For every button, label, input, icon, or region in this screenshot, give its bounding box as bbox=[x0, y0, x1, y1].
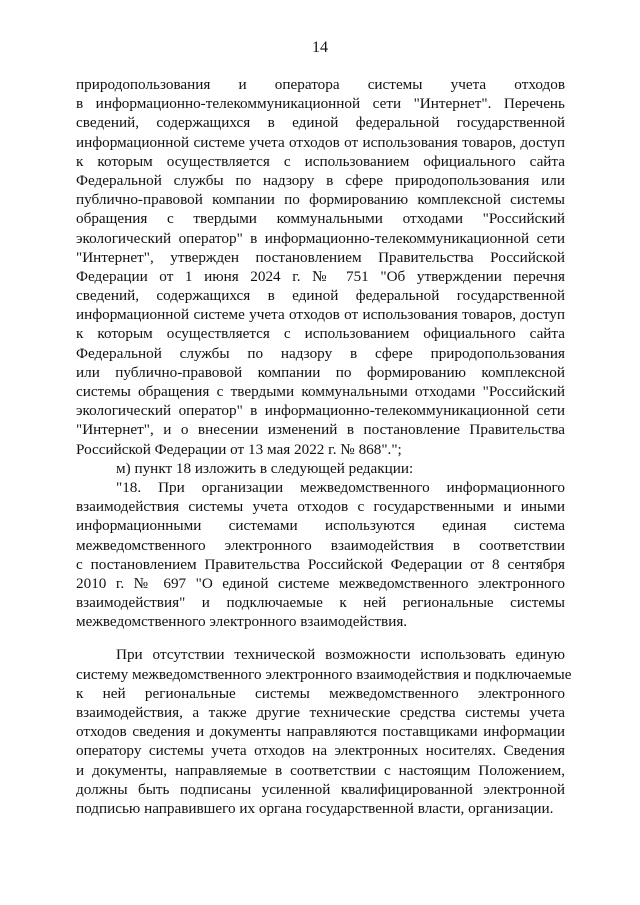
text-line: систему межведомственного электронного взаимодействия и подключаемые bbox=[76, 665, 572, 683]
text-line: Федерации от 1 июня 2024 г. № 751 "Об утверждении перечня bbox=[76, 267, 565, 285]
document-body bbox=[76, 75, 572, 818]
text-line: с постановлением Правительства Российской Федерации от 8 сентября bbox=[76, 555, 565, 573]
text-line: межведомственного электронного взаимодействия в соответствии bbox=[76, 536, 565, 554]
text-line: информационными системами используются единая система bbox=[76, 517, 565, 535]
text-line: должны быть подписаны усиленной квалифицированной электронной bbox=[76, 780, 565, 798]
page-number: 14 bbox=[312, 39, 328, 56]
text-line: "18. При организации межведомственного информационного bbox=[116, 478, 565, 496]
text-line: 2010 г. № 697 "О единой системе межведомственного электронного bbox=[76, 574, 565, 592]
text-line: взаимодействия" и подключаемые к ней региональные системы bbox=[76, 594, 565, 612]
text-line: информационной системе учета отходов от использования товаров, доступ bbox=[76, 133, 565, 151]
text-line: Российской Федерации от 13 мая 2022 г. № 868"."; bbox=[76, 440, 402, 458]
text-line: в информационно-телекоммуникационной сети "Интернет". Перечень bbox=[76, 95, 565, 113]
text-line: и документы, направляемые в соответствии с настоящим Положением, bbox=[76, 761, 565, 779]
text-line: природопользования и оператора системы учета отходов bbox=[76, 76, 565, 93]
text-line: оператору системы учета отходов на электронных носителях. Сведения bbox=[76, 742, 565, 760]
text-line: экологический оператор" в информационно-телекоммуникационной сети bbox=[76, 402, 565, 420]
text-line: Федеральной службы по надзору в сфере природопользования bbox=[76, 344, 565, 362]
text-line: взаимодействия системы учета отходов с государственными и иными bbox=[76, 498, 565, 516]
paragraph bbox=[76, 645, 572, 818]
text-line: к которым осуществляется с использованием официального сайта bbox=[76, 325, 565, 343]
text-line: публично-правовой компании по формированию комплексной системы bbox=[76, 191, 565, 209]
text-line: информационной системе учета отходов от использования товаров, доступ bbox=[76, 306, 565, 324]
text-line: обращения с твердыми коммунальными отходами "Российский bbox=[76, 210, 565, 228]
paragraph bbox=[76, 75, 565, 459]
paragraph-gap bbox=[76, 631, 565, 645]
text-line: м) пункт 18 изложить в следующей редакции: bbox=[116, 459, 414, 477]
text-line: к ней региональные системы межведомственного электронного bbox=[76, 684, 565, 702]
text-line: "Интернет", утвержден постановлением Правительства Российской bbox=[76, 248, 565, 266]
text-line: взаимодействия, а также другие технические средства системы учета bbox=[76, 704, 565, 721]
text-line: межведомственного электронного взаимодействия. bbox=[76, 613, 408, 631]
text-line: подписью направившего их органа государственной власти, организации. bbox=[76, 799, 554, 817]
text-line: или публично-правовой компании по формированию комплексной bbox=[76, 363, 565, 381]
text-line: к которым осуществляется с использованием официального сайта bbox=[76, 152, 565, 170]
text-line: При отсутствии технической возможности использовать единую bbox=[116, 646, 565, 664]
text-line: сведений, содержащихся в единой федеральной государственной bbox=[76, 114, 565, 132]
text-line: Федеральной службы по надзору в сфере природопользования или bbox=[76, 171, 565, 189]
paragraph bbox=[76, 459, 565, 478]
text-line: отходов сведения и документы направляются поставщиками информации bbox=[76, 723, 565, 741]
text-line: системы обращения с твердыми коммунальными отходами "Российский bbox=[76, 383, 565, 400]
text-line: сведений, содержащихся в единой федеральной государственной bbox=[76, 287, 565, 305]
text-line: "Интернет", и о внесении изменений в постановление Правительства bbox=[76, 421, 565, 439]
text-line: экологический оператор" в информационно-телекоммуникационной сети bbox=[76, 229, 565, 247]
paragraph bbox=[76, 478, 565, 632]
